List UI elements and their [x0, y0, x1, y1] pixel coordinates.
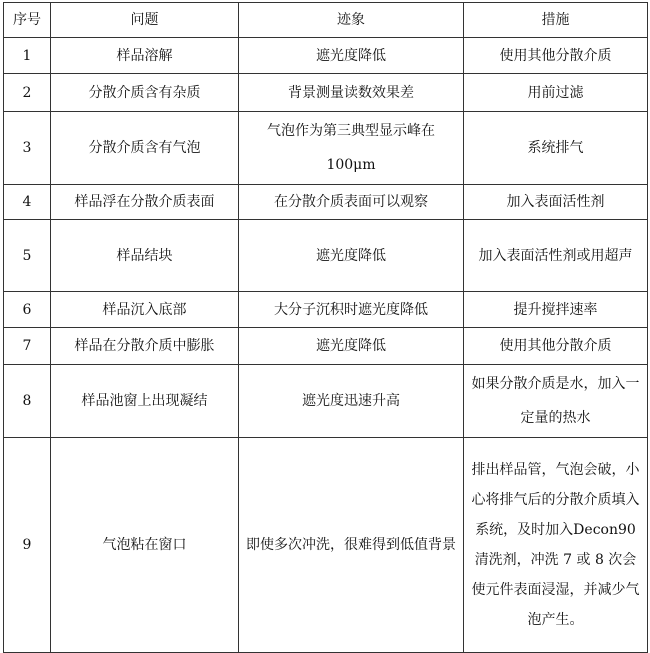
header-no: 序号	[4, 3, 51, 38]
cell-problem: 分散介质含有杂质	[51, 74, 239, 112]
cell-problem: 样品浮在分散介质表面	[51, 185, 239, 220]
cell-sign: 在分散介质表面可以观察	[239, 185, 464, 220]
header-sign: 迹象	[239, 3, 464, 38]
header-problem: 问题	[51, 3, 239, 38]
cell-measure: 使用其他分散介质	[464, 328, 648, 365]
cell-measure: 用前过滤	[464, 74, 648, 112]
table-row	[4, 185, 648, 220]
cell-no: 4	[4, 185, 51, 220]
header-measure: 措施	[464, 3, 648, 38]
cell-problem: 分散介质含有气泡	[51, 112, 239, 185]
cell-no: 5	[4, 220, 51, 292]
cell-sign: 遮光度迅速升高	[239, 365, 464, 438]
cell-problem: 样品沉入底部	[51, 292, 239, 328]
cell-sign: 背景测量读数效果差	[239, 74, 464, 112]
table-row	[4, 328, 648, 365]
cell-sign: 气泡作为第三典型显示峰在100μm	[239, 112, 464, 185]
cell-no: 8	[4, 365, 51, 438]
cell-problem: 气泡粘在窗口	[51, 438, 239, 653]
cell-no: 3	[4, 112, 51, 185]
troubleshooting-table	[3, 2, 648, 653]
cell-measure: 排出样品管，气泡会破，小心将排气后的分散介质填入系统，及时加入Decon90 清洗剂，冲洗 7 或 8 次会使元件表面浸湿，并减少气泡产生。	[464, 438, 648, 653]
cell-problem: 样品溶解	[51, 38, 239, 74]
table-row	[4, 365, 648, 438]
cell-no: 1	[4, 38, 51, 74]
cell-no: 9	[4, 438, 51, 653]
cell-sign: 大分子沉积时遮光度降低	[239, 292, 464, 328]
cell-measure: 加入表面活性剂或用超声	[464, 220, 648, 292]
cell-no: 2	[4, 74, 51, 112]
table-row	[4, 438, 648, 653]
cell-problem: 样品在分散介质中膨胀	[51, 328, 239, 365]
cell-measure: 加入表面活性剂	[464, 185, 648, 220]
table-row	[4, 220, 648, 292]
cell-sign: 遮光度降低	[239, 328, 464, 365]
cell-sign: 即使多次冲洗，很难得到低值背景	[239, 438, 464, 653]
cell-sign: 遮光度降低	[239, 220, 464, 292]
table-row	[4, 112, 648, 185]
table-row	[4, 74, 648, 112]
cell-problem: 样品池窗上出现凝结	[51, 365, 239, 438]
table-row	[4, 292, 648, 328]
cell-measure: 使用其他分散介质	[464, 38, 648, 74]
cell-no: 6	[4, 292, 51, 328]
table-row	[4, 38, 648, 74]
cell-measure: 系统排气	[464, 112, 648, 185]
cell-sign: 遮光度降低	[239, 38, 464, 74]
cell-measure: 如果分散介质是水，加入一定量的热水	[464, 365, 648, 438]
cell-problem: 样品结块	[51, 220, 239, 292]
header-row	[4, 3, 648, 38]
cell-no: 7	[4, 328, 51, 365]
cell-measure: 提升搅拌速率	[464, 292, 648, 328]
